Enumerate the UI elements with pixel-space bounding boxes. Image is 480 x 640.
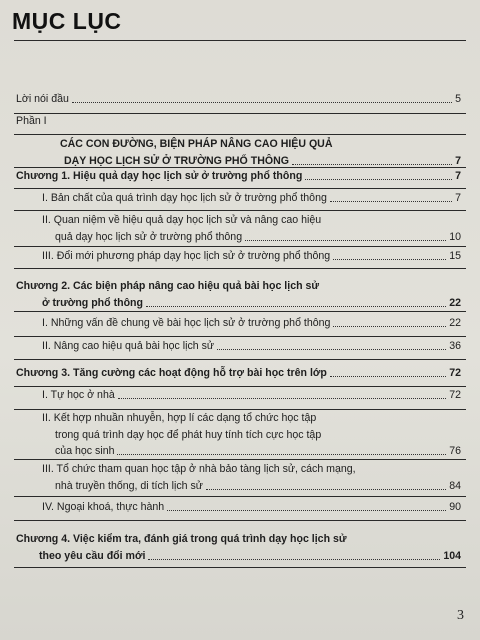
bottom-divider — [14, 567, 466, 568]
entry-divider — [14, 359, 466, 360]
dot-leader — [167, 510, 446, 511]
dot-leader — [333, 259, 446, 260]
toc-page-number: 84 — [449, 479, 461, 492]
toc-page-number: 104 — [443, 549, 461, 562]
toc-page-number: 72 — [449, 367, 461, 379]
entry-divider — [14, 459, 466, 460]
entry-divider — [14, 386, 466, 387]
toc-page-number: 15 — [449, 250, 461, 262]
toc-page-number: 72 — [449, 389, 461, 401]
entry-divider — [14, 210, 466, 211]
toc-entry-text: I. Tự học ở nhà — [42, 389, 115, 401]
entry-divider — [14, 188, 466, 189]
toc-entry-text: quả dạy học lịch sử ở trường phổ thông — [55, 230, 243, 243]
toc-entry-text: IV. Ngoại khoá, thực hành — [42, 501, 165, 513]
toc-entry-text: Lời nói đầu — [16, 93, 69, 105]
toc-entry-text: III. Tổ chức tham quan học tập ở nhà bảo tàng lịch sử, cách mạng, — [42, 463, 356, 475]
title-divider — [14, 40, 466, 41]
dot-leader — [330, 201, 452, 202]
toc-entry-text: I. Bản chất của quá trình dạy học lịch sử ở trường phổ thông — [42, 192, 327, 204]
page-title: MỤC LỤC — [12, 8, 122, 34]
toc-page-number: 76 — [449, 445, 461, 457]
dot-leader — [118, 398, 446, 399]
toc-entry-text: III. Đổi mới phương pháp dạy học lịch sử ở trường phổ thông — [42, 250, 331, 262]
toc-entry-text: Phần I — [16, 115, 47, 127]
dot-leader — [72, 102, 452, 103]
toc-page-number: 10 — [449, 230, 461, 243]
entry-divider — [14, 311, 466, 312]
toc-entry-text: trong quá trình dạy học để phát huy tính tích cực học tập — [55, 428, 322, 441]
toc-entry-text: CÁC CON ĐƯỜNG, BIỆN PHÁP NÂNG CAO HIỆU QUẢ — [60, 138, 333, 150]
dot-leader — [148, 559, 440, 560]
dot-leader — [292, 164, 452, 165]
toc-entry-text: Chương 2. Các biện pháp nâng cao hiệu quả bài học lịch sử — [16, 280, 320, 292]
toc-page-number: 5 — [455, 93, 461, 105]
toc-page-number: 7 — [455, 192, 461, 204]
entry-divider — [14, 268, 466, 269]
dot-leader — [305, 179, 452, 180]
toc-page-number: 22 — [449, 296, 461, 309]
toc-entry-text: Chương 3. Tăng cường các hoạt động hỗ trợ bài học trên lớp — [16, 367, 327, 379]
toc-page-number: 7 — [455, 154, 461, 167]
dot-leader — [117, 454, 446, 455]
entry-divider — [14, 134, 466, 135]
toc-entry-text: II. Nâng cao hiệu quả bài học lịch sử — [42, 340, 214, 352]
toc-entry-text: Chương 4. Việc kiểm tra, đánh giá trong quá trình dạy học lịch sử — [16, 533, 347, 545]
dot-leader — [245, 240, 446, 241]
entry-divider — [14, 336, 466, 337]
dot-leader — [333, 326, 446, 327]
toc-entry-text: của học sinh — [55, 445, 115, 457]
dot-leader — [146, 306, 446, 307]
toc-entry-text: II. Kết hợp nhuần nhuyễn, hợp lí các dạng tổ chức học tập — [42, 412, 317, 424]
entry-divider — [14, 167, 466, 168]
toc-page-number: 22 — [449, 317, 461, 329]
dot-leader — [330, 376, 446, 377]
entry-divider — [14, 520, 466, 521]
toc-page-number: 36 — [449, 340, 461, 352]
toc-entry-text: II. Quan niệm về hiệu quả dạy học lịch sử và nâng cao hiệu — [42, 214, 322, 226]
entry-divider — [14, 246, 466, 247]
toc-entry-text: ở trường phổ thông — [42, 296, 143, 309]
entry-divider — [14, 496, 466, 497]
toc-entry-text: DẠY HỌC LỊCH SỬ Ở TRƯỜNG PHỔ THÔNG — [64, 154, 289, 167]
toc-entry-text: I. Những vấn đề chung về bài học lịch sử ở trường phổ thông — [42, 317, 331, 329]
toc-entry-text: Chương 1. Hiệu quả dạy học lịch sử ở trường phổ thông — [16, 170, 303, 182]
toc-page-number: 7 — [455, 170, 461, 182]
page-number: 3 — [457, 608, 464, 623]
toc-entry-text: theo yêu cầu đổi mới — [39, 549, 146, 562]
entry-divider — [14, 409, 466, 410]
toc-entry-text: nhà truyền thống, di tích lịch sử — [55, 479, 203, 492]
toc-page-number: 90 — [449, 501, 461, 513]
dot-leader — [217, 349, 446, 350]
dot-leader — [206, 489, 446, 490]
entry-divider — [14, 113, 466, 114]
